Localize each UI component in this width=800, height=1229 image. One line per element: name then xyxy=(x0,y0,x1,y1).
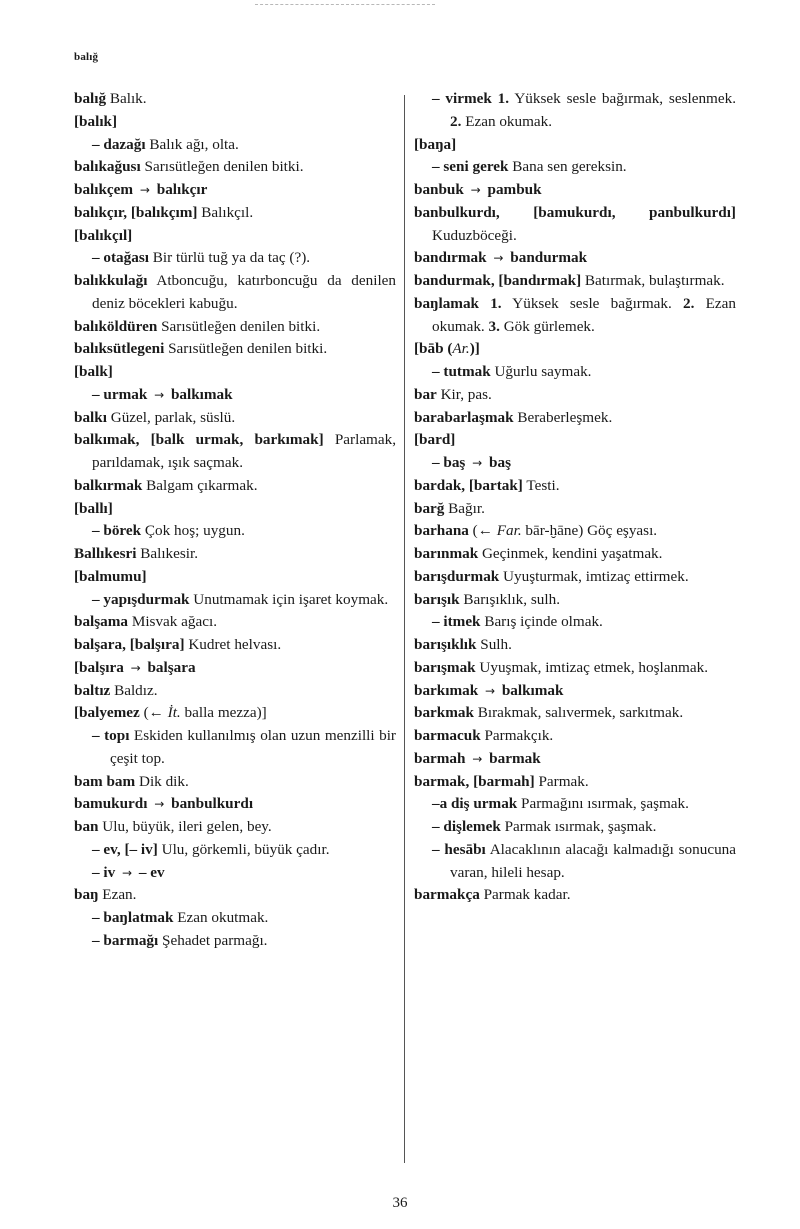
dictionary-entry xyxy=(74,680,396,703)
entry-variant: balşara xyxy=(147,658,196,676)
dictionary-entry xyxy=(74,634,396,657)
entry-variant: [balk urmak, barkımak] xyxy=(150,431,324,449)
entry-definition: Uyuşturmak, imtizaç ettirmek. xyxy=(499,567,689,585)
dictionary-entry xyxy=(74,884,396,907)
entry-headword: barkmak xyxy=(414,704,474,722)
entry-headword: – tutmak xyxy=(432,363,491,380)
entry-variant: 2. xyxy=(683,294,695,312)
dictionary-entry xyxy=(414,475,736,498)
entry-headword: bandırmak xyxy=(414,249,487,267)
dictionary-entry xyxy=(414,748,736,771)
entry-definition: Kir, pas. xyxy=(436,385,492,403)
entry-variant: [balşıra] xyxy=(129,636,185,653)
dictionary-entry xyxy=(414,566,736,589)
entry-headword: [balyemez xyxy=(74,704,140,722)
dictionary-entry xyxy=(414,156,736,179)
entry-headword: barkımak xyxy=(414,681,479,699)
entry-definition: Dik dik. xyxy=(135,772,189,790)
dictionary-entry xyxy=(74,361,396,384)
cross-reference-arrow: → xyxy=(468,751,487,766)
dictionary-entry xyxy=(414,702,736,725)
page-number: 36 xyxy=(392,1195,408,1211)
entry-headword: [bard] xyxy=(414,431,456,449)
entry-headword: – dişlemek xyxy=(432,818,501,835)
dictionary-entry xyxy=(414,293,736,339)
dictionary-entry xyxy=(74,771,396,794)
entry-headword: barğ xyxy=(414,499,445,517)
entry-headword: barhana xyxy=(414,522,469,540)
entry-headword: barınmak xyxy=(414,545,479,562)
entry-definition: Bana sen gereksin. xyxy=(508,158,627,176)
entry-definition: Sarısütleğen denilen bitki. xyxy=(164,340,328,358)
entry-definition: bār-ḫāne) Göç eşyası. xyxy=(521,522,658,540)
entry-variant: barmak xyxy=(489,749,541,767)
cross-reference-arrow: → xyxy=(118,865,136,880)
language-abbreviation: İt. xyxy=(167,704,181,722)
entry-headword: balşama xyxy=(74,613,129,631)
dictionary-entry xyxy=(414,543,736,566)
dictionary-entry xyxy=(414,793,736,816)
entry-definition: Ezan okutmak. xyxy=(173,909,269,926)
right-column xyxy=(414,88,736,907)
cross-reference-arrow: → xyxy=(489,251,508,266)
dictionary-entry xyxy=(414,884,736,907)
entry-definition: Yüksek sesle bağırmak, seslenmek. xyxy=(509,90,736,107)
language-abbreviation: Far. xyxy=(496,522,522,540)
entry-variant: 2. xyxy=(450,112,462,130)
entry-definition: Parmağını ısırmak, şaşmak. xyxy=(517,795,689,813)
dictionary-entry xyxy=(74,156,396,179)
cross-reference-arrow: → xyxy=(150,387,168,402)
entry-headword: [bāb ( xyxy=(414,340,453,358)
entry-definition: Alacaklının alacağı kalmadığı sonucuna varan, hileli hesap. xyxy=(450,840,737,881)
dictionary-entry xyxy=(74,338,396,361)
entry-definition: Kuduzböceği. xyxy=(432,226,517,244)
entry-headword: balığ xyxy=(74,90,107,107)
entry-headword: – börek xyxy=(92,522,142,540)
dictionary-entry xyxy=(414,839,736,885)
entry-headword: balıköldüren xyxy=(74,317,158,335)
dictionary-entry xyxy=(414,338,736,361)
entry-definition xyxy=(139,431,150,448)
entry-definition: Barış içinde olmak. xyxy=(480,613,603,631)
dictionary-entry xyxy=(414,634,736,657)
entry-definition: Eskiden kullanılmış olan uzun menzilli bir çeşit top. xyxy=(110,727,396,767)
entry-headword: balşara, xyxy=(74,636,126,653)
entry-definition: Şehadet parmağı. xyxy=(158,931,268,949)
entry-headword: Ballıkesri xyxy=(74,545,137,562)
entry-variant: [bandırmak] xyxy=(498,272,582,289)
entry-definition: Ulu, büyük, ileri gelen, bey. xyxy=(98,818,272,835)
entry-variant: balıkçır xyxy=(156,181,208,198)
entry-headword: ban xyxy=(74,818,99,835)
entry-definition: Balık ağı, olta. xyxy=(145,135,239,153)
entry-variant: [– iv] xyxy=(124,840,158,858)
running-header: balığ xyxy=(74,51,99,63)
entry-headword: – iv xyxy=(92,863,116,881)
entry-headword: – baŋlatmak xyxy=(92,909,174,926)
entry-headword: bardak, xyxy=(414,476,466,494)
entry-headword: – dazağı xyxy=(92,135,146,153)
entry-definition: Misvak ağacı. xyxy=(128,613,218,631)
entry-headword: baŋ xyxy=(74,886,99,904)
dictionary-entry xyxy=(414,452,736,475)
dictionary-entry xyxy=(414,270,736,293)
dictionary-entry xyxy=(414,429,736,452)
dictionary-entry xyxy=(74,134,396,157)
entry-definition: Parmak ısırmak, şaşmak. xyxy=(500,818,657,835)
dictionary-entry xyxy=(74,520,396,543)
entry-headword: – urmak xyxy=(92,385,148,403)
entry-headword: [ballı] xyxy=(74,499,113,517)
entry-headword: barışmak xyxy=(414,658,476,676)
entry-definition: Bir türlü tuğ ya da taç (?). xyxy=(148,249,311,267)
entry-headword: – otağası xyxy=(92,249,149,267)
entry-definition: Batırmak, bulaştırmak. xyxy=(581,272,725,289)
entry-definition: Parmak kadar. xyxy=(479,886,571,904)
entry-definition: Bırakmak, salıvermek, sarkıtmak. xyxy=(473,704,684,722)
dictionary-entry xyxy=(74,429,396,475)
entry-headword: – baş xyxy=(432,454,466,471)
entry-headword: barmakça xyxy=(414,886,480,904)
entry-definition: Geçinmek, kendini yaşatmak. xyxy=(478,545,663,562)
entry-definition xyxy=(500,204,534,221)
entry-headword: – topı xyxy=(92,727,130,744)
entry-headword: [balşıra xyxy=(74,658,124,676)
entry-variant: baş xyxy=(489,454,511,471)
cross-reference-arrow: → xyxy=(126,660,145,675)
dictionary-entry xyxy=(74,179,396,202)
top-rule xyxy=(255,4,435,5)
entry-headword: [baŋa] xyxy=(414,135,457,153)
entry-definition: Testi. xyxy=(522,476,560,494)
dictionary-entry xyxy=(74,498,396,521)
dictionary-entry xyxy=(414,816,736,839)
entry-variant: [bamukurdı, panbulkurdı] xyxy=(533,203,736,221)
entry-definition: Sarısütleğen denilen bitki. xyxy=(140,158,304,176)
cross-reference-arrow: → xyxy=(136,183,154,197)
entry-definition: Güzel, parlak, süslü. xyxy=(106,408,236,426)
dictionary-entry xyxy=(74,589,396,612)
entry-headword: – virmek 1. xyxy=(432,90,510,107)
dictionary-entry xyxy=(414,589,736,612)
entry-definition: balla mezza)] xyxy=(180,704,267,722)
entry-definition: Ezan okumak. xyxy=(461,112,553,130)
dictionary-entry xyxy=(74,907,396,930)
entry-definition: Atboncuğu, katırboncuğu da denilen deniz böcekleri kabuğu. xyxy=(92,272,396,312)
dictionary-entry xyxy=(74,407,396,430)
dictionary-entry xyxy=(414,680,736,703)
entry-variant: pambuk xyxy=(487,181,542,198)
entry-definition: Parmak. xyxy=(534,772,589,790)
dictionary-entry xyxy=(74,88,396,111)
entry-headword: [balık] xyxy=(74,112,118,130)
dictionary-entry xyxy=(414,88,736,134)
entry-definition: Baldız. xyxy=(110,681,158,699)
entry-headword: – hesābı xyxy=(432,840,486,858)
entry-headword: baŋlamak 1. xyxy=(414,294,502,312)
entry-definition: Balıkesir. xyxy=(136,545,199,562)
entry-definition: Ezan okumak. xyxy=(432,294,736,335)
dictionary-entry xyxy=(74,793,396,816)
dictionary-entry xyxy=(414,611,736,634)
dictionary-entry xyxy=(74,611,396,634)
entry-definition: Çok hoş; uygun. xyxy=(141,522,245,540)
entry-headword: barışdurmak xyxy=(414,567,500,585)
dictionary-entry xyxy=(414,202,736,248)
dictionary-entry xyxy=(74,202,396,225)
entry-definition: Sarısütleğen denilen bitki. xyxy=(157,317,321,335)
entry-definition: (← xyxy=(139,704,168,722)
entry-definition: Unutmamak için işaret koymak. xyxy=(189,590,389,608)
cross-reference-arrow: → xyxy=(466,183,485,197)
dictionary-entry xyxy=(74,862,396,885)
entry-headword: – seni gerek xyxy=(432,158,509,176)
entry-headword: bam bam xyxy=(74,772,136,790)
dictionary-entry xyxy=(414,179,736,202)
dictionary-entry xyxy=(414,725,736,748)
cross-reference-arrow: → xyxy=(150,797,169,812)
entry-variant: [barmah] xyxy=(473,772,535,790)
cross-reference-arrow: → xyxy=(481,683,499,698)
entry-headword: bandurmak, xyxy=(414,272,495,289)
dictionary-entry xyxy=(74,657,396,680)
entry-headword: balıkkulağı xyxy=(74,272,148,289)
dictionary-entry xyxy=(74,702,396,725)
dictionary-entry xyxy=(414,134,736,157)
dictionary-entry xyxy=(414,407,736,430)
entry-headword: balkımak, xyxy=(74,431,140,449)
dictionary-entry xyxy=(74,384,396,407)
left-column xyxy=(74,88,396,953)
entry-headword: bamukurdı xyxy=(74,795,148,813)
entry-headword: barışık xyxy=(414,590,460,608)
dictionary-entry xyxy=(74,247,396,270)
dictionary-entry xyxy=(74,543,396,566)
entry-definition: Sulh. xyxy=(476,636,512,653)
entry-definition: Ezan. xyxy=(98,886,137,904)
dictionary-entry xyxy=(74,816,396,839)
dictionary-entry xyxy=(74,930,396,953)
entry-headword: barmacuk xyxy=(414,727,481,744)
dictionary-entry xyxy=(74,475,396,498)
entry-headword: baltız xyxy=(74,681,111,699)
dictionary-entry xyxy=(414,520,736,543)
entry-headword: balıkçır, xyxy=(74,203,128,221)
entry-definition: Balıkçıl. xyxy=(197,203,254,221)
cross-reference-arrow: → xyxy=(468,456,487,470)
entry-definition: Kudret helvası. xyxy=(184,636,282,653)
entry-definition: Ulu, görkemli, büyük çadır. xyxy=(157,840,330,858)
dictionary-entry xyxy=(74,111,396,134)
dictionary-entry xyxy=(74,725,396,771)
entry-variant: banbulkurdı xyxy=(171,795,254,813)
column-divider xyxy=(404,95,405,1163)
entry-definition: Beraberleşmek. xyxy=(513,408,613,426)
entry-headword: – itmek xyxy=(432,613,481,631)
entry-variant: balkımak xyxy=(170,385,233,403)
entry-headword: balkırmak xyxy=(74,476,143,494)
entry-headword: barabarlaşmak xyxy=(414,408,514,426)
dictionary-entry xyxy=(414,247,736,270)
entry-variant: – ev xyxy=(138,863,165,881)
entry-headword: balıkçem xyxy=(74,181,134,198)
dictionary-entry xyxy=(414,771,736,794)
entry-definition: Yüksek sesle bağırmak. xyxy=(501,294,684,312)
entry-variant: )] xyxy=(469,340,480,358)
entry-variant: 3. xyxy=(488,317,500,335)
entry-headword: – ev, xyxy=(92,840,121,858)
entry-variant: [bartak] xyxy=(468,476,523,494)
dictionary-entry xyxy=(74,839,396,862)
entry-headword: [balmumu] xyxy=(74,567,147,585)
entry-definition: Uğurlu saymak. xyxy=(490,363,592,380)
entry-headword: – yapışdurmak xyxy=(92,590,190,608)
entry-definition: Barışıklık, sulh. xyxy=(459,590,560,608)
entry-headword: barmah xyxy=(414,749,466,767)
entry-definition: Parlamak, parıldamak, ışık saçmak. xyxy=(92,431,397,471)
entry-headword: balkı xyxy=(74,408,107,426)
language-abbreviation: Ar. xyxy=(452,340,470,358)
entry-headword: balıksütlegeni xyxy=(74,340,165,358)
entry-definition: Balık. xyxy=(106,90,147,107)
entry-headword: – barmağı xyxy=(92,931,159,949)
entry-headword: bar xyxy=(414,385,437,403)
entry-definition: Balgam çıkarmak. xyxy=(142,476,258,494)
entry-headword: –a diş urmak xyxy=(432,795,518,813)
entry-headword: barmak, xyxy=(414,772,470,790)
entry-headword: balıkağusı xyxy=(74,158,141,176)
entry-definition: Uyuşmak, imtizaç etmek, hoşlanmak. xyxy=(475,658,709,676)
dictionary-entry xyxy=(74,270,396,316)
dictionary-entry xyxy=(414,361,736,384)
entry-headword: [balk] xyxy=(74,363,113,380)
dictionary-entry xyxy=(74,566,396,589)
entry-definition: (← xyxy=(468,522,497,540)
entry-definition: Bağır. xyxy=(444,499,485,517)
entry-definition: Gök gürlemek. xyxy=(499,317,595,335)
dictionary-entry xyxy=(414,384,736,407)
entry-headword: [balıkçıl] xyxy=(74,226,133,244)
dictionary-entry xyxy=(74,316,396,339)
dictionary-entry xyxy=(414,498,736,521)
entry-variant: [balıkçım] xyxy=(130,203,198,221)
entry-variant: balkımak xyxy=(501,681,564,699)
entry-definition: Parmakçık. xyxy=(480,727,554,744)
entry-headword: banbulkurdı, xyxy=(414,203,500,221)
entry-headword: barışıklık xyxy=(414,636,477,653)
dictionary-entry xyxy=(414,657,736,680)
dictionary-entry xyxy=(74,225,396,248)
entry-variant: bandurmak xyxy=(510,249,588,267)
entry-headword: banbuk xyxy=(414,181,464,198)
